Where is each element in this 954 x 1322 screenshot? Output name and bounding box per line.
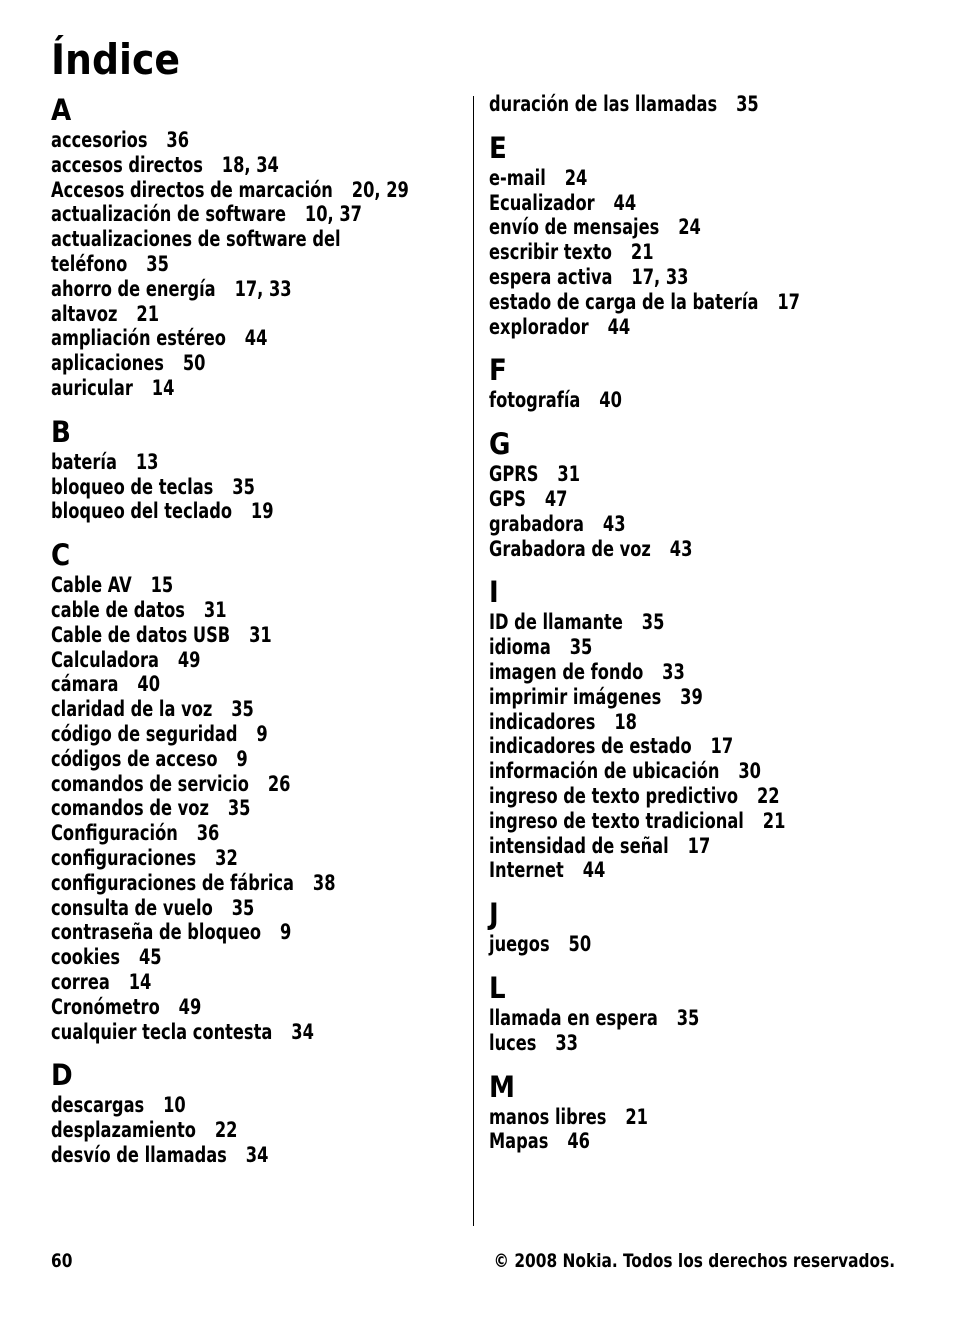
index-section-j <box>489 896 909 957</box>
index-entry <box>489 290 867 315</box>
index-entry-pages: 40 <box>599 388 622 413</box>
index-entry <box>51 326 395 351</box>
index-entry <box>51 1143 395 1168</box>
index-entry <box>489 1129 850 1154</box>
index-entry-term: comandos de servicio <box>51 771 249 796</box>
index-entry-pages: 47 <box>544 486 568 511</box>
index-column-left <box>51 92 451 1181</box>
index-entry-pages: 35 <box>227 796 251 821</box>
index-entry-term: ingreso de texto tradicional <box>489 808 744 833</box>
section-letter-heading: F <box>489 353 507 388</box>
index-entry-pages: 35 <box>569 635 593 660</box>
index-entry-pages: 50 <box>568 932 592 957</box>
index-entry-pages: 35 <box>231 895 255 920</box>
index-section-b <box>51 414 451 524</box>
section-letter-heading: I <box>489 575 499 610</box>
index-entry-pages: 35 <box>676 1005 700 1030</box>
index-entry-term: espera activa <box>489 264 613 289</box>
index-entry-term: Ecualizador <box>489 190 595 215</box>
index-entry <box>489 315 850 340</box>
index-entry-pages: 35 <box>232 474 255 499</box>
index-entry <box>51 970 395 995</box>
section-letter-heading: A <box>51 93 72 127</box>
index-entry-term: fotografía <box>489 388 581 413</box>
index-entry-pages: 38 <box>312 870 336 895</box>
index-entry-term: accesorios <box>51 128 148 152</box>
index-section-i <box>489 574 909 883</box>
index-entry <box>489 537 850 562</box>
index-entry-term: actualización de software <box>51 202 287 227</box>
index-entry <box>489 215 850 240</box>
index-entry-pages: 31 <box>557 462 580 487</box>
index-entry <box>51 772 395 797</box>
index-section-e <box>489 130 909 340</box>
index-entry-pages: 35 <box>146 251 169 276</box>
section-letter-heading: B <box>51 414 71 449</box>
index-entry-pages: 15 <box>150 573 174 598</box>
index-entry <box>51 376 395 401</box>
index-entry <box>51 648 395 673</box>
index-entry-pages: 21 <box>136 301 160 326</box>
index-entry-pages: 35 <box>231 697 254 722</box>
index-entry <box>51 672 395 697</box>
column-divider <box>473 96 474 1226</box>
index-entry-term: imagen de fondo <box>489 659 644 684</box>
index-entry <box>51 351 395 376</box>
index-entry-term: GPS <box>489 486 526 511</box>
index-entry-pages: 35 <box>736 92 759 116</box>
index-entry <box>51 697 395 722</box>
index-entry-term: Cronómetro <box>51 994 160 1019</box>
index-entry-term: contraseña de bloqueo <box>51 920 262 945</box>
copyright-notice: © 2008 Nokia. Todos los derechos reservados. <box>493 1250 895 1272</box>
index-entry-term: consulta de vuelo <box>51 895 213 920</box>
index-entry-term: explorador <box>489 314 589 339</box>
index-entry-term: Configuración <box>51 821 178 846</box>
index-entry-pages: 24 <box>678 215 701 240</box>
index-entry-pages: 17 <box>687 833 711 858</box>
index-entry <box>489 1105 850 1130</box>
index-entry-term: intensidad de señal <box>489 833 669 858</box>
index-entry-term: e-mail <box>489 165 546 190</box>
index-entry <box>51 945 395 970</box>
index-entry-term: auricular <box>51 375 133 400</box>
index-entry-term: código de seguridad <box>51 721 238 746</box>
index-entry-pages: 44 <box>607 314 631 339</box>
index-entry <box>51 153 395 178</box>
index-section-d <box>51 1057 451 1167</box>
index-entry-term: idioma <box>489 635 551 660</box>
index-entry-pages: 17 <box>710 734 734 759</box>
index-entry-pages: 9 <box>236 746 248 771</box>
index-entry-pages: 31 <box>203 597 227 622</box>
index-entry-pages: 50 <box>182 351 206 376</box>
index-entry <box>51 227 429 277</box>
index-entry-term: juegos <box>489 932 550 957</box>
index-entry-pages: 26 <box>267 771 291 796</box>
index-entry-term: luces <box>489 1030 537 1055</box>
section-letter-heading: J <box>489 897 499 932</box>
index-entry-pages: 10, 37 <box>304 202 362 227</box>
index-entry <box>489 858 850 883</box>
index-section-m <box>489 1069 909 1155</box>
index-entry-term: batería <box>51 449 117 474</box>
index-entry <box>51 573 395 598</box>
index-entry <box>489 388 850 413</box>
index-entry-pages: 17, 33 <box>631 264 689 289</box>
index-entry <box>51 475 395 500</box>
index-entry-pages: 36 <box>166 128 190 152</box>
index-entry-pages: 39 <box>680 684 703 709</box>
index-entry <box>489 809 850 834</box>
index-entry <box>51 128 395 153</box>
index-entry-term: grabadora <box>489 511 584 536</box>
index-entry-term: Internet <box>489 858 564 883</box>
index-entry-pages: 45 <box>138 945 162 970</box>
index-entry <box>51 920 395 945</box>
index-entry-term: actualizaciones de software del teléfono <box>51 227 341 276</box>
index-entry-term: cable de datos <box>51 597 185 622</box>
index-entry-term: ID de llamante <box>489 610 623 635</box>
index-entry-term: Mapas <box>489 1129 549 1154</box>
index-entry-pages: 18 <box>614 709 637 734</box>
index-entry <box>489 635 850 660</box>
index-entry-term: comandos de voz <box>51 796 209 821</box>
index-entry <box>51 598 395 623</box>
index-section-l <box>489 970 909 1056</box>
index-entry-pages: 21 <box>625 1104 648 1129</box>
index-entry-pages: 9 <box>279 920 292 945</box>
index-entry-term: estado de carga de la batería <box>489 289 759 314</box>
index-entry-term: bloqueo del teclado <box>51 499 233 524</box>
index-entry <box>51 1093 395 1118</box>
section-letter-heading: G <box>489 427 511 462</box>
index-entry-term: escribir texto <box>489 240 612 265</box>
index-entry-pages: 21 <box>762 808 786 833</box>
index-entry <box>489 784 850 809</box>
index-entry-pages: 14 <box>151 375 175 400</box>
index-entry <box>51 623 395 648</box>
index-entry-pages: 30 <box>738 759 761 784</box>
index-entry-pages: 44 <box>582 858 606 883</box>
index-entry <box>489 240 850 265</box>
index-entry-pages: 34 <box>291 1019 314 1044</box>
index-entry-term: configuraciones de fábrica <box>51 870 295 895</box>
page-number: 60 <box>51 1250 73 1272</box>
index-entry-term: accesos directos <box>51 152 203 177</box>
index-entry <box>489 610 850 635</box>
index-entry-term: desvío de llamadas <box>51 1142 227 1167</box>
index-entry-term: correa <box>51 969 110 994</box>
index-entry-term: descargas <box>51 1093 145 1118</box>
index-entry <box>489 734 850 759</box>
index-entry <box>51 722 395 747</box>
index-entry-term: ahorro de energía <box>51 276 216 301</box>
index-entry-term: manos libres <box>489 1104 607 1129</box>
index-section-continued <box>489 92 909 117</box>
index-entry <box>489 166 850 191</box>
index-entry-term: aplicaciones <box>51 351 164 376</box>
index-entry-pages: 35 <box>641 610 665 635</box>
section-letter-heading: M <box>489 1069 515 1104</box>
index-entry-term: desplazamiento <box>51 1118 196 1143</box>
index-entry <box>51 178 429 203</box>
index-section-a <box>51 92 451 401</box>
index-entry <box>51 995 395 1020</box>
index-entry-term: imprimir imágenes <box>489 684 662 709</box>
index-entry <box>489 685 850 710</box>
index-entry-pages: 49 <box>178 994 202 1019</box>
index-entry-pages: 17 <box>777 289 800 314</box>
index-entry-term: GPRS <box>489 462 539 487</box>
index-entry <box>489 92 850 117</box>
index-entry-term: indicadores de estado <box>489 734 692 759</box>
index-entry-term: cookies <box>51 945 121 970</box>
index-entry-term: códigos de acceso <box>51 746 218 771</box>
index-entry-term: configuraciones <box>51 845 197 870</box>
index-entry-term: bloqueo de teclas <box>51 474 214 499</box>
index-entry <box>51 202 429 227</box>
index-section-c <box>51 537 451 1044</box>
section-letter-heading: L <box>489 970 506 1005</box>
index-entry-term: información de ubicación <box>489 759 720 784</box>
index-entry-pages: 9 <box>256 721 268 746</box>
index-entry-pages: 18, 34 <box>221 152 279 177</box>
index-entry-term: duración de las llamadas <box>489 92 718 116</box>
index-entry-pages: 46 <box>567 1129 590 1154</box>
index-entry <box>51 499 395 524</box>
index-entry-term: Cable AV <box>51 573 132 598</box>
index-entry <box>489 191 850 216</box>
index-entry <box>51 450 395 475</box>
page-title: Índice <box>51 35 180 84</box>
index-entry-pages: 34 <box>245 1142 269 1167</box>
index-entry <box>51 821 395 846</box>
index-column-right <box>489 92 909 1167</box>
index-entry <box>51 846 395 871</box>
index-entry-pages: 13 <box>135 449 159 474</box>
index-entry-term: indicadores <box>489 709 596 734</box>
index-entry-pages: 10 <box>163 1093 186 1118</box>
index-entry <box>489 932 850 957</box>
index-entry <box>51 871 395 896</box>
index-entry-term: Cable de datos USB <box>51 622 231 647</box>
section-letter-heading: E <box>489 130 507 165</box>
index-entry-term: llamada en espera <box>489 1005 658 1030</box>
index-entry-pages: 49 <box>177 647 201 672</box>
index-entry-pages: 31 <box>249 622 272 647</box>
index-entry-pages: 22 <box>756 783 780 808</box>
index-entry <box>489 660 850 685</box>
index-entry-pages: 22 <box>214 1118 238 1143</box>
index-entry <box>489 1006 850 1031</box>
index-entry-pages: 43 <box>602 511 626 536</box>
index-entry-pages: 44 <box>244 326 268 351</box>
index-entry <box>51 302 395 327</box>
index-entry-term: envío de mensajes <box>489 215 660 240</box>
index-section-g <box>489 426 909 561</box>
index-entry <box>51 896 395 921</box>
index-entry-pages: 24 <box>564 165 588 190</box>
section-letter-heading: D <box>51 1058 73 1093</box>
index-entry-pages: 17, 33 <box>234 276 292 301</box>
index-entry-pages: 36 <box>196 821 220 846</box>
index-entry-term: Accesos directos de marcación <box>51 177 333 202</box>
index-entry <box>489 265 850 290</box>
index-entry-pages: 20, 29 <box>351 177 409 202</box>
index-entry-pages: 40 <box>137 672 161 697</box>
index-entry-pages: 21 <box>630 240 654 265</box>
index-entry <box>489 710 850 735</box>
index-entry <box>489 759 850 784</box>
index-entry <box>489 487 850 512</box>
index-entry-pages: 43 <box>669 536 693 561</box>
index-entry-term: ingreso de texto predictivo <box>489 783 739 808</box>
index-entry-term: cámara <box>51 672 119 697</box>
index-entry-pages: 19 <box>250 499 274 524</box>
index-entry <box>489 462 850 487</box>
index-entry-pages: 32 <box>215 845 238 870</box>
index-entry <box>51 1020 395 1045</box>
index-entry-pages: 33 <box>662 659 685 684</box>
index-section-f <box>489 352 909 413</box>
index-entry <box>489 512 850 537</box>
index-entry-term: altavoz <box>51 301 118 326</box>
index-entry <box>51 277 395 302</box>
section-letter-heading: C <box>51 538 71 573</box>
index-entry <box>51 1118 395 1143</box>
index-entry-pages: 14 <box>128 969 152 994</box>
index-entry-pages: 33 <box>555 1030 578 1055</box>
index-entry <box>51 747 395 772</box>
index-entry-term: Grabadora de voz <box>489 536 651 561</box>
index-entry-term: cualquier tecla contesta <box>51 1019 273 1044</box>
index-entry <box>489 834 850 859</box>
index-entry-pages: 44 <box>613 190 637 215</box>
index-entry-term: ampliación estéreo <box>51 326 226 351</box>
index-entry <box>489 1031 850 1056</box>
index-entry-term: claridad de la voz <box>51 697 213 722</box>
index-entry-term: Calculadora <box>51 647 159 672</box>
index-entry <box>51 796 395 821</box>
